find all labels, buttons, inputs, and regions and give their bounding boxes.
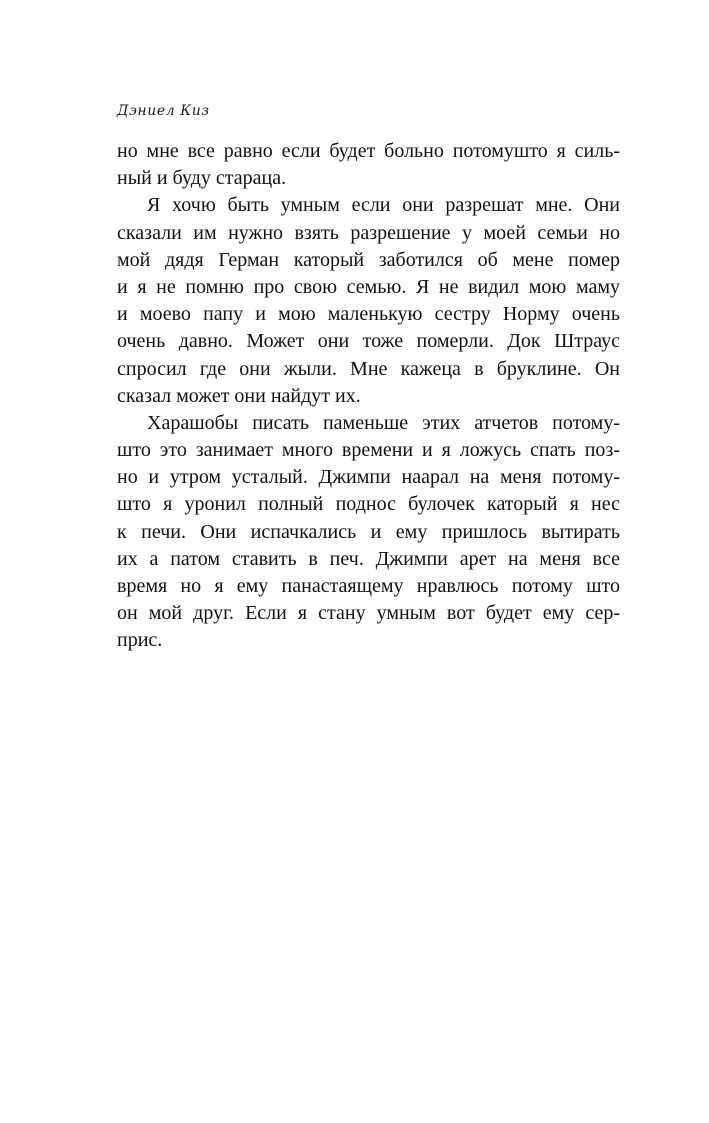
text-line: сказали им нужно взять разрешение у моей семьи но: [117, 221, 620, 244]
text-line: но и утром усталый. Джимпи наарал на меня потому-: [117, 466, 620, 489]
text-line: ный и буду стараца.: [117, 167, 287, 190]
text-line: сказал может они найдут их.: [117, 384, 361, 407]
text-line: их а патом ставить в печ. Джимпи арет на меня все: [117, 547, 620, 570]
text-line: што это занимает много времени и я ложусь спать поз-: [117, 439, 620, 462]
text-line: он мой друг. Если я стану умным вот будет ему сер-: [117, 602, 620, 625]
text-line: што я уронил полный поднос булочек каторый я нес: [117, 493, 620, 516]
text-line: но мне все равно если будет больно потомушто я силь-: [117, 140, 620, 162]
text-line: и моево папу и мою маленькую сестру Норму очень: [117, 303, 620, 326]
text-line: к печи. Они испачкались и ему пришлось вытирать: [117, 520, 620, 543]
text-line: время но я ему панастаящему нравлюсь потому што: [117, 575, 620, 597]
text-line: очень давно. Может они тоже померли. Док Штраус: [117, 330, 620, 353]
text-line: Харашобы писать паменьше этих атчетов потому-: [147, 411, 620, 434]
text-line: прис.: [117, 629, 163, 652]
text-line: и я не помню про свою семью. Я не видил мою маму: [117, 275, 620, 298]
text-line: Я хочю быть умным если они разрешат мне. Они: [147, 194, 620, 217]
text-line: спросил где они жыли. Мне кажеца в бруклине. Он: [117, 357, 620, 380]
text-line: мой дядя Герман каторый заботился об мене помер: [117, 248, 620, 271]
body-text: [117, 138, 620, 655]
running-head-author: Дэниел Киз: [117, 103, 210, 119]
